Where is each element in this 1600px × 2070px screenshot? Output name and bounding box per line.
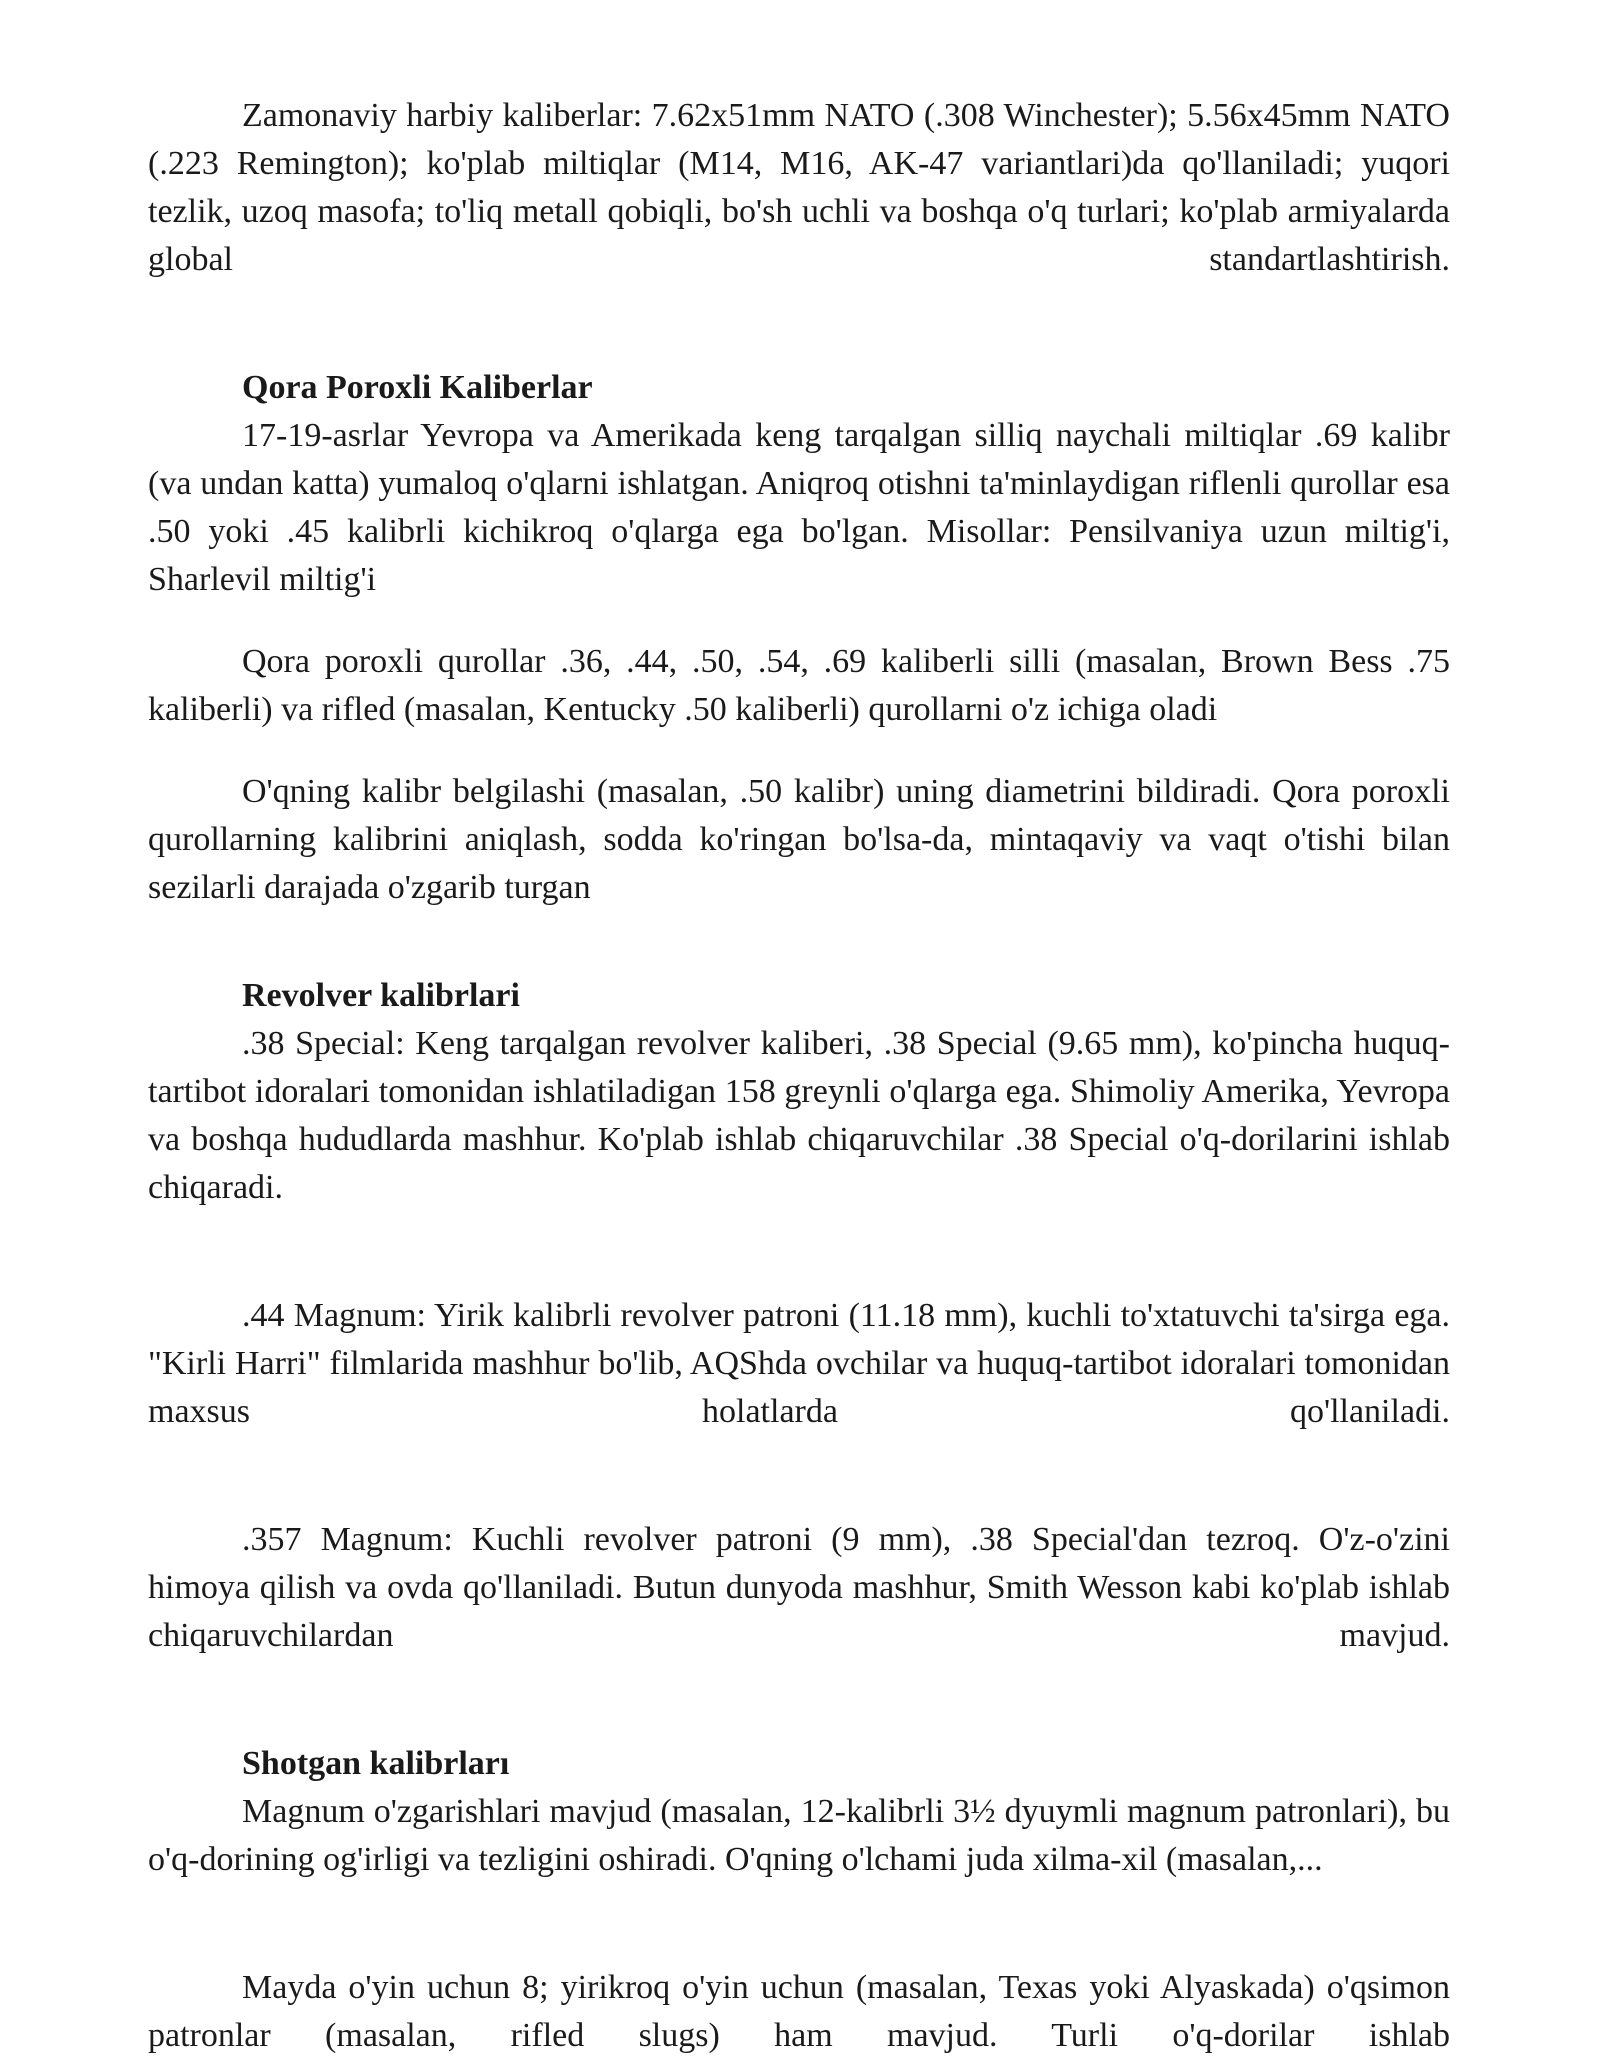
heading-shotgun: Shotgan kalibrları	[242, 1745, 510, 1782]
intro-paragraph: Zamonaviy harbiy kaliberlar: 7.62x51mm NATO (.308 Winchester); 5.56x45mm NATO (.223 Remington); ko'plab miltiqlar (M14, M16, AK-47 variantlari)da qo'llaniladi; yuqori tezlik, uzoq masofa; to'liq metall qobiqli, bo'sh uchli va boshqa o'q turlari; ko'plab armiyalarda global standartlashtirish.	[148, 97, 1450, 278]
spacer	[148, 604, 1450, 638]
black-powder-paragraph-3: O'qning kalibr belgilashi (masalan, .50 kalibr) uning diametrini bildiradi. Qora poroxli qurollarning kalibrini aniqlash, sodda ko'ringan bo'lsa-da, mintaqaviy va vaqt o'tishi bilan sezilarli darajada o'zgarib turgan	[148, 773, 1450, 906]
spacer	[148, 284, 1450, 364]
document-page	[148, 92, 1450, 2060]
spacer	[148, 1660, 1450, 1740]
spacer	[148, 734, 1450, 768]
black-powder-paragraph-1: 17-19-asrlar Yevropa va Amerikada keng tarqalgan silliq naychali miltiqlar .69 kalibr (va undan katta) yumaloq o'qlarni ishlatgan. Aniqroq otishni ta'minlaydigan riflenli qurollar esa .50 yoki .45 kalibrli kichikroq o'qlarga ega bo'lgan. Misollar: Pensilvaniya uzun miltig'i, Sharlevil miltig'i	[148, 417, 1450, 598]
spacer	[148, 912, 1450, 972]
revolver-paragraph-357-magnum: .357 Magnum: Kuchli revolver patroni (9 mm), .38 Special'dan tezroq. O'z-o'zini himoya qilish va ovda qo'llaniladi. Butun dunyoda mashhur, Smith Wesson kabi ko'plab ishlab chiqaruvchilardan mavjud.	[148, 1521, 1450, 1654]
spacer	[148, 1436, 1450, 1516]
shotgun-paragraph-2: Mayda o'yin uchun 8; yirikroq o'yin uchun (masalan, Texas yoki Alyaskada) o'qsimon patronlar (masalan, rifled slugs) ham mavjud. Turli o'q-dorilar ishlab	[148, 1969, 1450, 2054]
spacer	[148, 1884, 1450, 1964]
revolver-paragraph-38-special: .38 Special: Keng tarqalgan revolver kaliberi, .38 Special (9.65 mm), ko'pincha huquq-tartibot idoralari tomonidan ishlatiladigan 158 greynli o'qlarga ega. Shimoliy Amerika, Yevropa va boshqa hududlarda mashhur. Ko'plab ishlab chiqaruvchilar .38 Special o'q-dorilarini ishlab chiqaradi.	[148, 1025, 1450, 1206]
black-powder-paragraph-2: Qora poroxli qurollar .36, .44, .50, .54, .69 kaliberli silli (masalan, Brown Bess .75 kaliberli) va rifled (masalan, Kentucky .50 kaliberli) qurollarni o'z ichiga oladi	[148, 643, 1450, 728]
heading-black-powder: Qora Poroxli Kaliberlar	[242, 369, 593, 406]
heading-revolver: Revolver kalibrlari	[242, 977, 520, 1014]
shotgun-paragraph-1: Magnum o'zgarishlari mavjud (masalan, 12-kalibrli 3½ dyuymli magnum patronlari), bu o'q-dorining og'irligi va tezligini oshiradi. O'qning o'lchami juda xilma-xil (masalan,...	[148, 1793, 1450, 1878]
spacer	[148, 1212, 1450, 1292]
revolver-paragraph-44-magnum: .44 Magnum: Yirik kalibrli revolver patroni (11.18 mm), kuchli to'xtatuvchi ta'sirga ega. "Kirli Harri" filmlarida mashhur bo'lib, AQShda ovchilar va huquq-tartibot idoralari tomonidan maxsus holatlarda qo'llaniladi.	[148, 1297, 1450, 1430]
